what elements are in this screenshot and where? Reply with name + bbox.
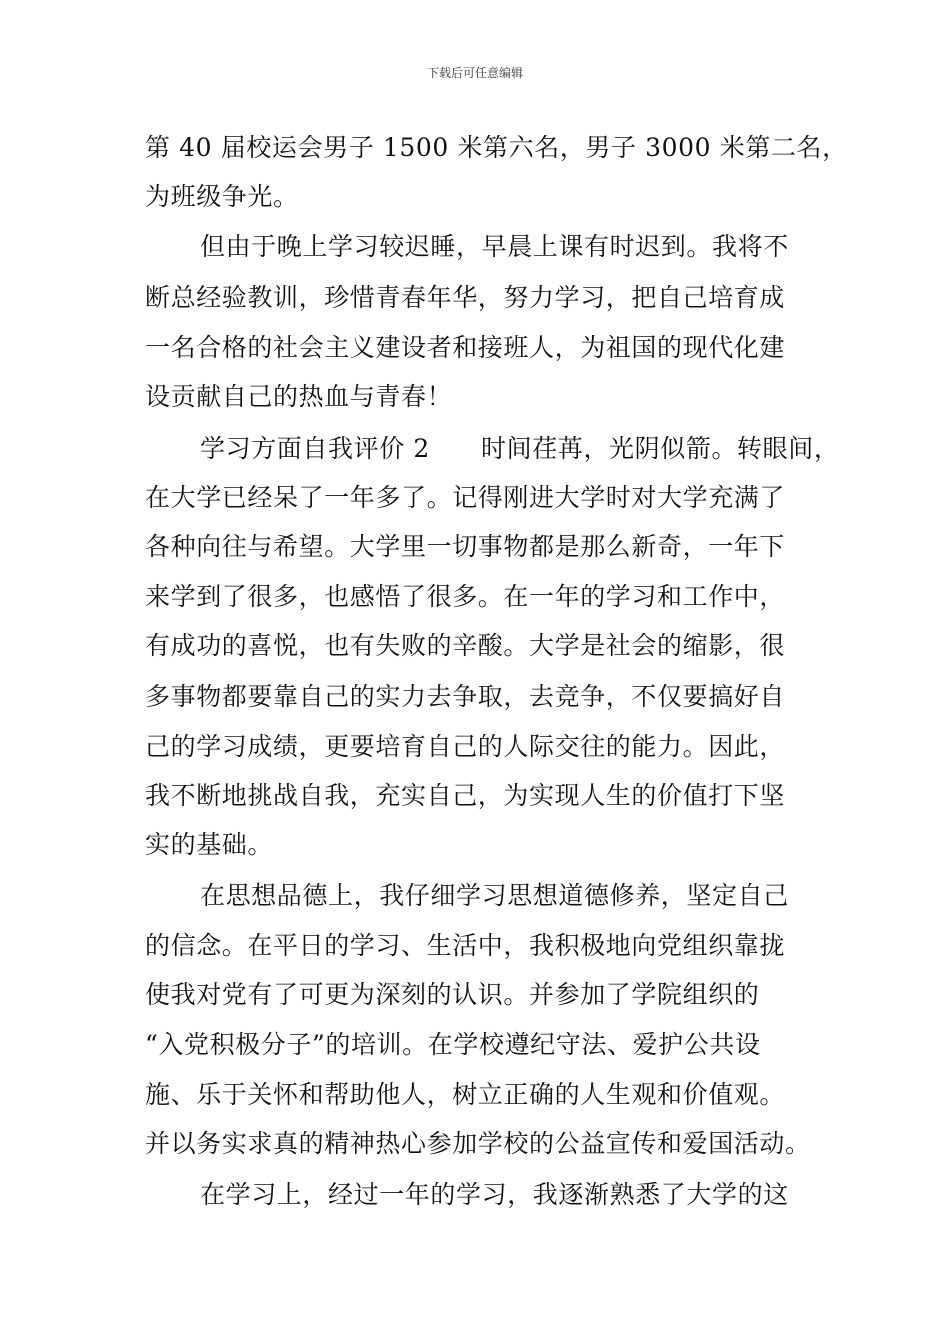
text-line: 第 40 届校运会男子 1500 米第六名，男子 3000 米第二名， — [145, 133, 848, 162]
text-line: 各种向往与希望。大学里一切事物都是那么新奇，一年下 — [145, 532, 786, 561]
text-line: 但由于晚上学习较迟睡，早晨上课有时迟到。我将不 — [200, 232, 789, 261]
text-line: 学习方面自我评价 2 时间荏苒，光阴似箭。转眼间， — [200, 434, 840, 463]
text-line: 己的学习成绩，更要培育自己的人际交往的能力。因此， — [145, 732, 786, 761]
text-line: 的信念。在平日的学习、生活中，我积极地向党组织靠拢 — [145, 931, 786, 960]
text-line: 多事物都要靠自己的实力去争取，去竞争，不仅要搞好自 — [145, 682, 786, 711]
text-line: 一名合格的社会主义建设者和接班人，为祖国的现代化建 — [145, 333, 786, 362]
text-line: 在学习上，经过一年的学习，我逐渐熟悉了大学的这 — [200, 1180, 789, 1209]
text-line: 来学到了很多，也感悟了很多。在一年的学习和工作中， — [145, 582, 786, 611]
text-line: “入党积极分子”的培训。在学校遵纪守法、爱护公共设 — [145, 1030, 761, 1059]
page-header: 下载后可任意编辑 — [426, 66, 523, 80]
text-line: 断总经验教训，珍惜青春年华，努力学习，把自己培育成 — [145, 283, 786, 312]
text-line: 为班级争光。 — [145, 182, 299, 211]
text-line: 有成功的喜悦，也有失败的辛酸。大学是社会的缩影，很 — [145, 631, 786, 660]
text-line: 在大学已经呆了一年多了。记得刚进大学时对大学充满了 — [145, 483, 786, 512]
text-line: 实的基础。 — [145, 830, 274, 859]
text-line: 并以务实求真的精神热心参加学校的公益宣传和爱国活动。 — [145, 1129, 811, 1158]
text-line: 我不断地挑战自我，充实自己，为实现人生的价值打下坚 — [145, 781, 786, 810]
text-line: 使我对党有了可更为深刻的认识。并参加了学院组织的 — [145, 980, 760, 1009]
text-line: 施、乐于关怀和帮助他人，树立正确的人生观和价值观。 — [145, 1080, 786, 1109]
text-line: 在思想品德上，我仔细学习思想道德修养，坚定自己 — [200, 881, 789, 910]
text-line: 设贡献自己的热血与青春！ — [145, 382, 453, 411]
